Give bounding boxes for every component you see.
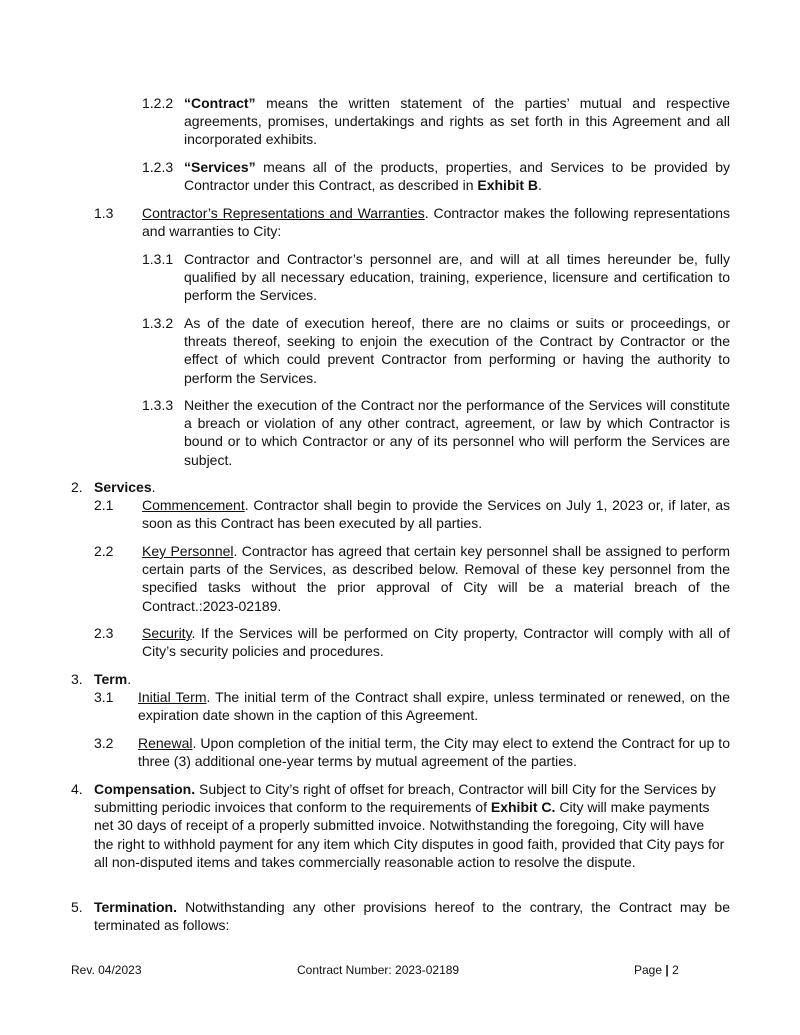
footer-page (634, 963, 679, 977)
clause-1-2-2: “Contract” means the written statement of the parties’ mutual and respective agreements, promises, undertakings and rights as set forth in this Agreement and all incorporated exhibits. (184, 95, 730, 148)
clause-number: 2.3 (94, 625, 114, 641)
clause-number: 3.2 (94, 735, 114, 751)
clause-number: 1.2.2 (142, 95, 174, 111)
clause-1-3-2: As of the date of execution hereof, there are no claims or suits or proceedings, or threats thereof, seeking to enjoin the execution of the Contract by Contractor or the effect of which could prevent Contractor from performing or having the authority to perform the Services. (184, 315, 730, 386)
section-number: 3. (71, 671, 83, 687)
section-4-compensation: Compensation. Subject to City’s right of offset for breach, Contractor will bill City for the Services by submitting periodic invoices that conform to the requirements of Exhibit C. City will make payments net 30 days of receipt of a properly submitted invoice. Notwithstanding the foregoing, City will have the right to withhold payment for any item which City disputes in good faith, provided that City pays for all non-disputed items and takes commercially reasonable action to resolve the dispute. (94, 781, 725, 870)
section-5-termination: Termination. Notwithstanding any other provisions hereof to the contrary, the Contract may be terminated as follows: (94, 899, 730, 934)
clause-number: 1.3 (94, 205, 114, 221)
clause-2-2: Key Personnel. Contractor has agreed that certain key personnel shall be assigned to perform certain parts of the Services, as described below. Removal of these key personnel from the specified tasks without the prior approval of City will be a material breach of the Contract.:2023-02189. (142, 543, 730, 614)
section-number: 2. (71, 479, 83, 495)
clause-number: 2.2 (94, 543, 114, 559)
page-number: 2 (672, 963, 679, 977)
clause-3-1: Initial Term. The initial term of the Contract shall expire, unless terminated or renewed, on the expiration date shown in the caption of this Agreement. (138, 689, 731, 724)
clause-2-3: Security. If the Services will be performed on City property, Contractor will comply with all of City’s security policies and procedures. (142, 625, 730, 660)
clause-1-3-1: Contractor and Contractor’s personnel are, and will at all times hereunder be, fully qualified by all necessary education, training, experience, licensure and certification to perform the Services. (184, 251, 730, 304)
clause-number: 2.1 (94, 497, 114, 513)
footer-revision: Rev. 04/2023 (71, 963, 142, 977)
page-separator: | (665, 963, 669, 977)
section-2-title: Services. (94, 479, 156, 495)
defined-term: “Contract” (184, 95, 256, 111)
clause-number: 1.3.3 (142, 397, 174, 413)
clause-number: 3.1 (94, 689, 114, 705)
clause-2-1: Commencement. Contractor shall begin to provide the Services on July 1, 2023 or, if later, as soon as this Contract has been executed by all parties. (142, 497, 730, 532)
clause-1-2-3: “Services” means all of the products, properties, and Services to be provided by Contractor under this Contract, as described in Exhibit B. (184, 159, 730, 194)
clause-3-2: Renewal. Upon completion of the initial term, the City may elect to extend the Contract for up to three (3) additional one-year terms by mutual agreement of the parties. (138, 735, 730, 770)
section-number: 4. (71, 781, 83, 797)
section-heading: Contractor’s Representations and Warranties (142, 205, 425, 221)
section-3-title: Term. (94, 671, 132, 687)
clause-1-3: Contractor’s Representations and Warranties. Contractor makes the following representations and warranties to City: (142, 205, 730, 240)
clause-number: 1.3.1 (142, 251, 174, 267)
section-number: 5. (71, 899, 83, 915)
page-label: Page (634, 963, 663, 977)
footer-contract-number: Contract Number: 2023-02189 (297, 963, 460, 977)
clause-number: 1.3.2 (142, 315, 174, 331)
clause-1-3-3: Neither the execution of the Contract nor the performance of the Services will constitute a breach or violation of any other contract, agreement, or law by which Contractor is bound or to which Contractor or any of its personnel who will perform the Services are subject. (184, 397, 730, 468)
clause-number: 1.2.3 (142, 159, 174, 175)
